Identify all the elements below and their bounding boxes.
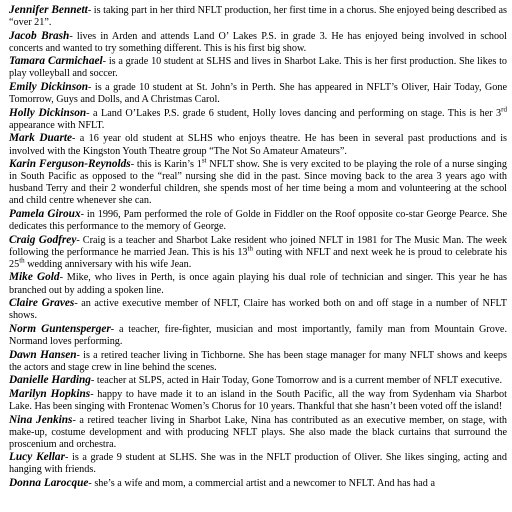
cast-member-name: Marilyn Hopkins [9,387,91,400]
bio-entry [9,388,507,413]
bio-entry [9,132,507,157]
bio-text: - a Land O’Lakes P.S. grade 6 student, Holly loves dancing and performing on stage. This is her 3 [86,107,502,119]
cast-biography-list [9,4,507,491]
bio-text-continued: appearance with NFLT. [9,119,105,131]
bio-entry [9,477,507,490]
bio-entry [9,234,507,271]
bio-text: - this is Karin’s 1 [130,159,202,171]
bio-entry [9,81,507,106]
bio-text: - an active executive member of NFLT, Claire has worked both on and off stage in a number of NFLT shows. [9,298,507,322]
ordinal-suffix: rd [501,105,507,114]
bio-entry [9,271,507,296]
cast-member-name: Tamara Carmichael [9,55,103,68]
bio-text: - is a retired teacher living in Tichborne. She has been stage manager for many NFLT shows and keeps the actors and stage crew in line behind the scenes. [9,349,507,373]
cast-member-name: Dawn Hansen [9,348,77,361]
bio-text-continued: wedding anniversary with his wife Jean. [24,258,192,270]
cast-member-name: Holly Dickinson [9,106,87,119]
cast-member-name: Mike Gold [9,271,60,284]
bio-text: - is a grade 10 student at SLHS and lives in Sharbot Lake. This is her first production. She likes to play volleyball and soccer. [9,56,507,80]
bio-entry [9,158,507,207]
ordinal-suffix: th [19,256,25,265]
bio-text: - is a grade 9 student at SLHS. She was in the NFLT production of Oliver. She likes singing, acting and hanging with friends. [9,452,507,476]
bio-entry [9,414,507,451]
bio-text: - she’s a wife and mom, a commercial artist and a newcomer to NFLT. And has had a [88,477,435,489]
bio-entry [9,323,507,348]
bio-text: - in 1996, Pam performed the role of Golde in Fiddler on the Roof opposite co-star George Pearce. She dedicates this performance to the memory of George. [9,209,507,233]
cast-member-name: Jacob Brash [9,29,70,42]
cast-member-name: Jennifer Bennett [9,4,88,16]
bio-text: - happy to have made it to an island in the South Pacific, all the way from Sydenham via Sharbot Lake. Has been singing with Frontenac Women’s Chorus for 10 years. Thankful that she hasn’t been voted off the island! [9,388,507,412]
cast-member-name: Karin Ferguson-Reynolds [9,158,131,171]
cast-member-name: Mark Duarte [9,132,73,145]
bio-text: - a retired teacher living in Sharbot Lake, Nina has contributed as an executive member, on stage, with make-up, costume development and with producing NFLT plays. She also made the black curtains that surround the proscenium and orchestra. [9,414,508,450]
bio-text: - Craig is a teacher and Sharbot Lake resident who joined NFLT in 1981 for The Music Man. The week following the performance he married Jean. This is his 13 [9,234,507,258]
ordinal-suffix: st [201,156,207,165]
bio-text: - is a grade 10 student at St. John’s in Perth. She has appeared in NFLT’s Oliver, Hair Today, Gone Tomorrow, Guys and Dolls, and A Christmas Carol. [9,82,507,106]
bio-entry [9,107,507,132]
bio-entry [9,208,507,233]
bio-entry [9,30,507,55]
bio-text: - a 16 year old student at SLHS who enjoys theatre. He has been in several past productions and is involved with the Kingston Youth Theatre group “The Not So Amateur Amateurs”. [9,133,507,157]
bio-entry [9,451,507,476]
cast-member-name: Norm Guntensperger [9,322,111,335]
bio-entry [9,297,507,322]
cast-member-name: Danielle Harding [9,374,91,387]
bio-entry [9,349,507,374]
bio-entry [9,374,507,387]
cast-member-name: Lucy Kellar [9,451,65,464]
cast-member-name: Nina Jenkins [9,413,73,426]
bio-text-continued: NFLT show. She is very excited to be playing the role of a nurse singing in South Pacific as opposed to the “real” nursing she did in the past. Since moving back to the area 3 years ago with husband Terry and their 2 wonderful children, she spends most of her time being a mom and volunteering at the school and child centre whenever she can. [9,159,507,207]
cast-member-name: Claire Graves [9,297,75,310]
bio-text: - is taking part in her third NFLT production, her first time in a chorus. She enjoyed being described as “over 21”. [9,5,507,29]
bio-text-continued: outing with NFLT and next week he is proud to celebrate his 25 [9,246,507,270]
cast-member-name: Craig Godfrey [9,233,77,246]
cast-member-name: Pamela Giroux [9,208,81,220]
bio-text: - Mike, who lives in Perth, is once again playing his dual role of technician and singer. This year he has branched out by adding a spoken line. [9,272,507,296]
cast-member-name: Donna Larocque [9,476,89,489]
bio-text: - a teacher, fire-fighter, musician and most importantly, family man from Mountain Grove. Normand loves performing. [9,323,507,347]
ordinal-suffix: th [247,244,253,253]
bio-text: - teacher at SLPS, acted in Hair Today, Gone Tomorrow and is a current member of NFLT executive. [90,375,503,387]
bio-entry [9,4,507,29]
bio-entry [9,55,507,80]
cast-member-name: Emily Dickinson [9,81,89,94]
bio-text: - lives in Arden and attends Land O’ Lakes P.S. in grade 3. He has enjoyed being involved in school concerts and wanted to try something different. This is his first big show. [9,30,507,54]
